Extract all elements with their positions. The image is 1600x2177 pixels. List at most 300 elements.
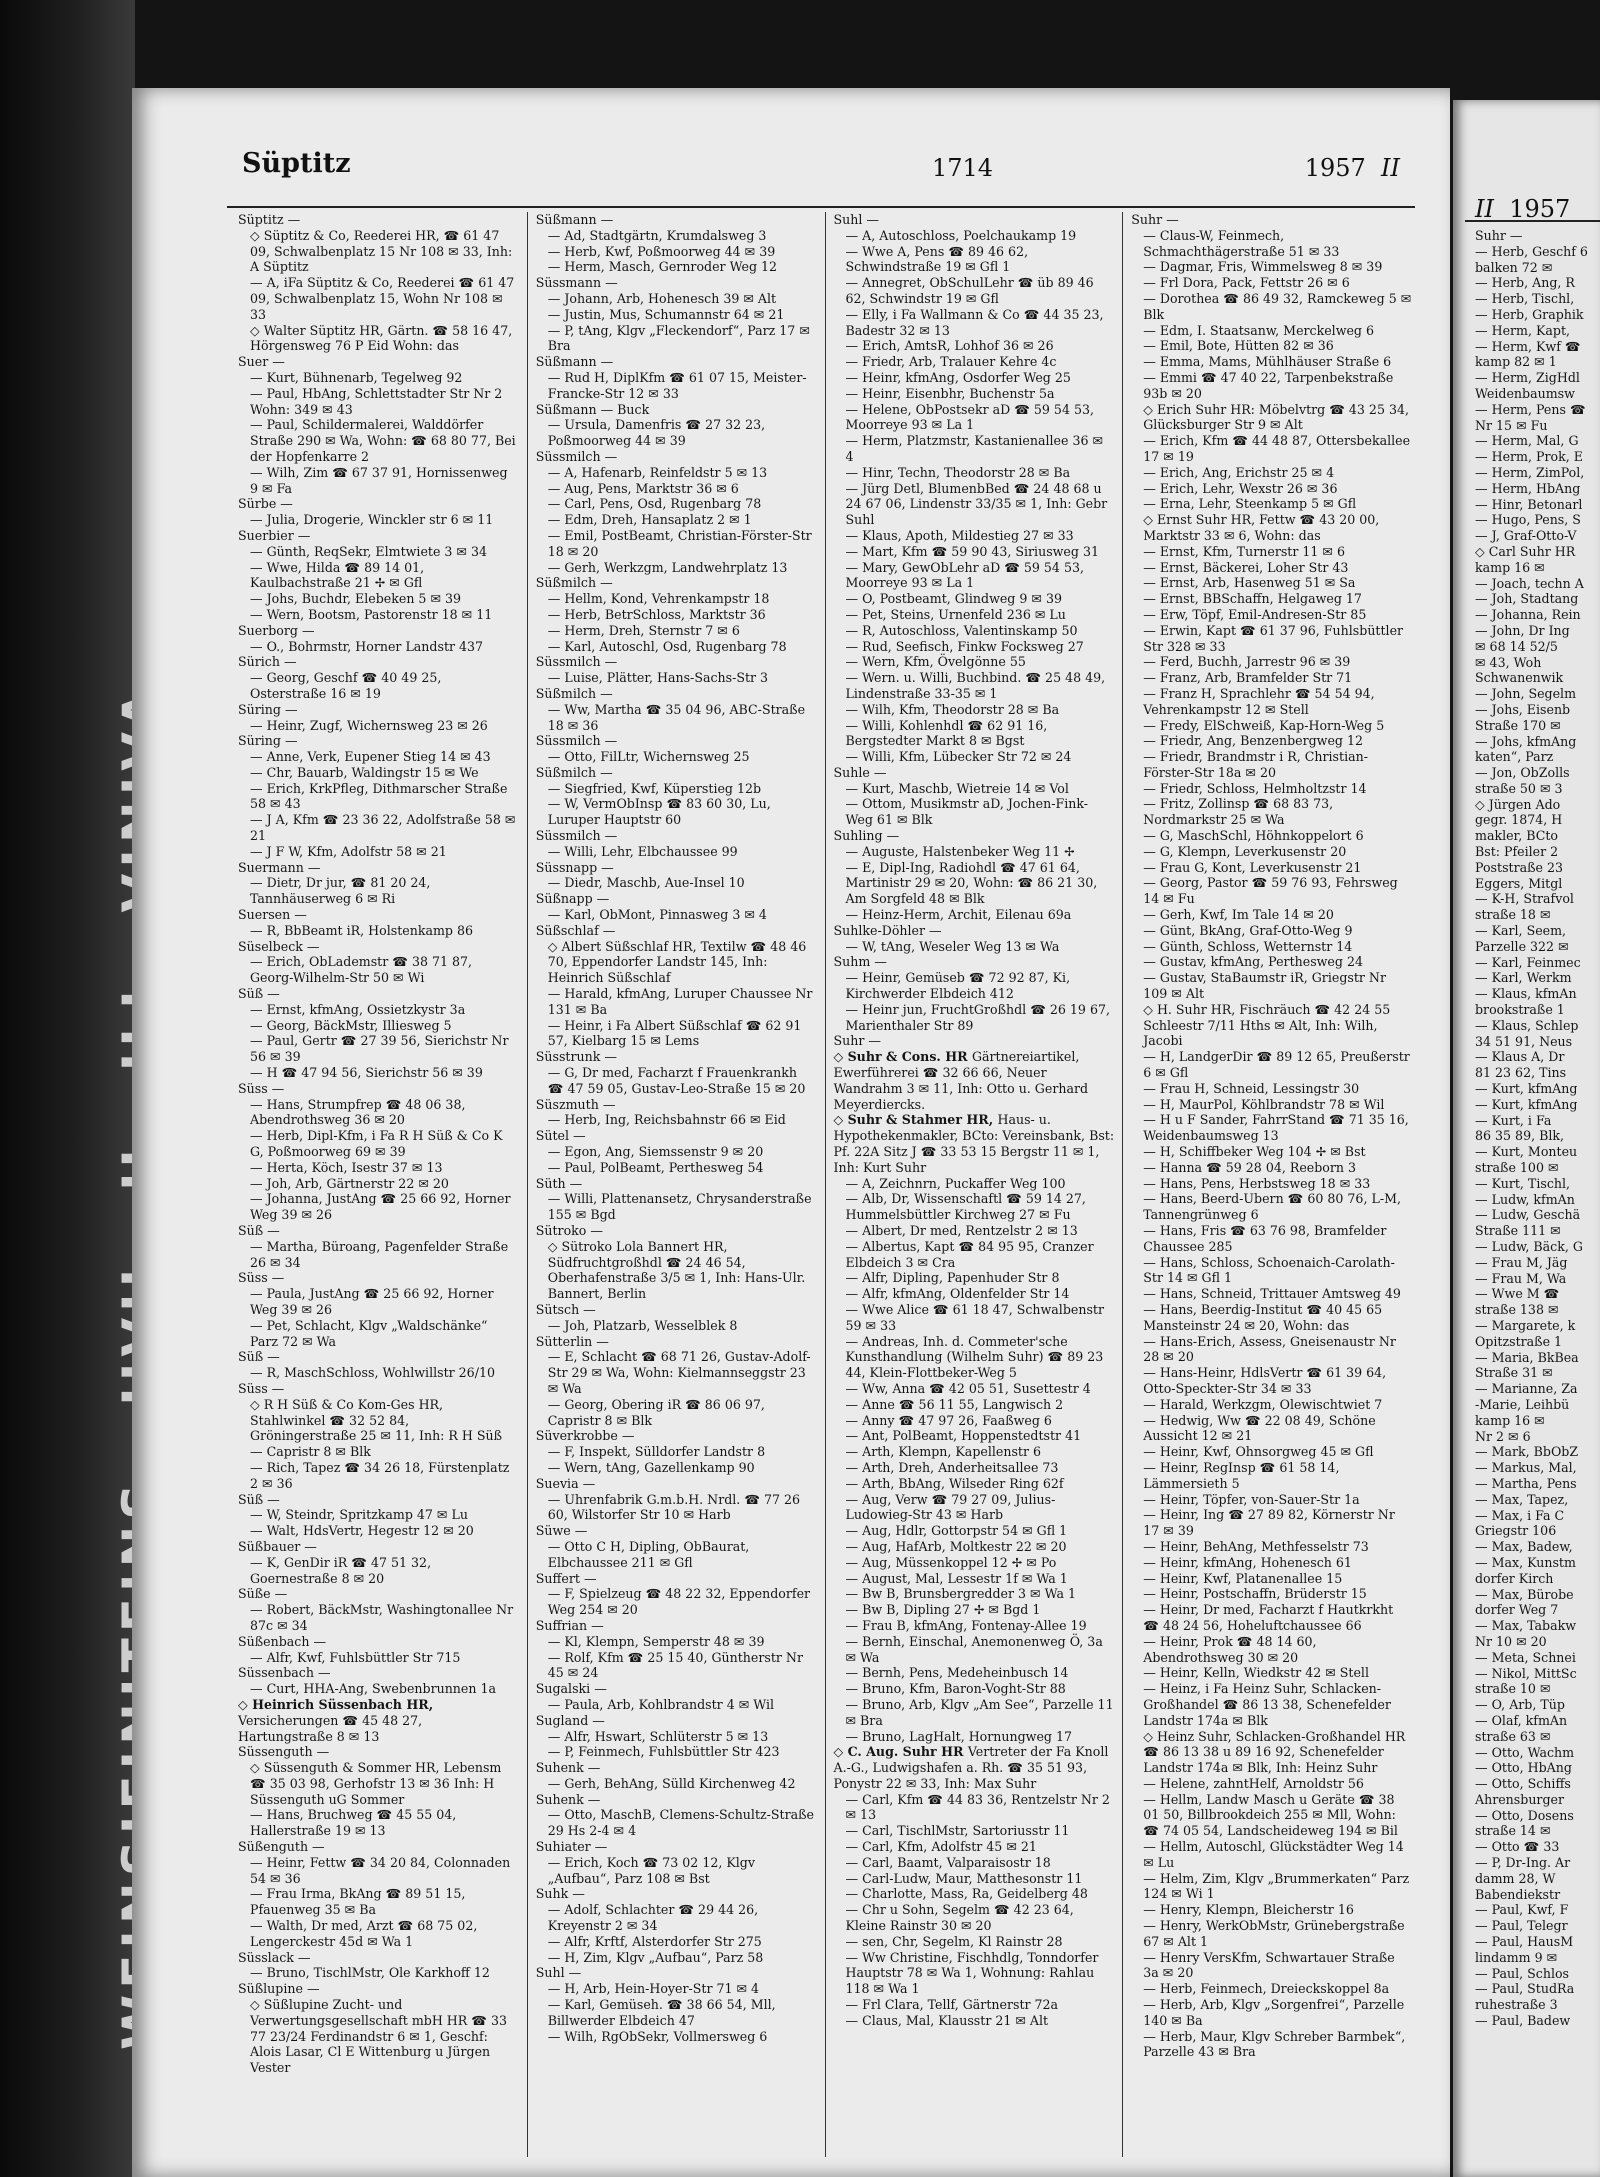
entry-text: — Wwe, Hilda ☎ 89 14 01, Kaulbachstraße 21 ✢ ✉ Gfl	[250, 559, 425, 591]
entry-text: — Willi, Kfm, Lübecker Str 72 ✉ 24	[845, 749, 1072, 765]
entry-text: — Curt, HHA-Ang, Swebenbrunnen 1a	[250, 1681, 497, 1697]
directory-entry	[1131, 844, 1412, 860]
facing-entry: gegr. 1874, H	[1475, 812, 1563, 828]
directory-entry	[536, 228, 817, 244]
directory-entry	[536, 749, 817, 765]
directory-entry	[1131, 591, 1412, 607]
directory-entry	[536, 1444, 817, 1460]
entry-text: — Günt, BkAng, Graf-Otto-Weg 9	[1143, 922, 1353, 938]
facing-entry: — Otto ☎ 33	[1475, 1839, 1560, 1855]
entry-text: — Heinr, Fettw ☎ 34 20 84, Colonnaden 54 ✉ 36	[250, 1854, 511, 1886]
entry-text: ◇ Albert Süßschlaf HR, Textilw ☎ 48 46 70, Eppendorfer Landstr 145, Inh: Heinrich Süßschlaf	[547, 938, 807, 986]
entry-text: — Heinr, Kwf, Platanenallee 15	[1143, 1570, 1343, 1586]
directory-entry	[238, 1855, 519, 1887]
entry-text: — Wilh, RgObSekr, Vollmersweg 6	[547, 2028, 768, 2044]
facing-entry: — Herm, ZimPol,	[1475, 464, 1585, 480]
entry-text: — August, Mal, Lessestr 1f ✉ Wa 1	[845, 1570, 1068, 1586]
entry-text: — H, Zim, Klgv „Aufbau“, Parz 58	[547, 1949, 764, 1965]
directory-entry	[536, 986, 817, 1018]
directory-entry	[1131, 496, 1412, 512]
entry-text: Haus- u. Hypothekenmakler, BCto: Vereinsbank, Bst: Pf. 22A Sitz J ☎ 33 53 15 Bergstr 11 ✉ 1, Inh: Kurt Suhr	[833, 1112, 1115, 1175]
directory-entry	[536, 907, 817, 923]
directory-entry	[238, 1965, 519, 1981]
directory-column-4	[1122, 212, 1420, 2157]
entry-text: — Henry VersKfm, Schwartauer Straße 3a ✉ 20	[1143, 1949, 1395, 1981]
entry-text: — O, Postbeamt, Glindweg 9 ✉ 39	[845, 591, 1062, 607]
facing-entry: Straße 31 ✉	[1475, 1365, 1553, 1381]
entry-text: — Wilh, Zim ☎ 67 37 91, Hornissenweg 9 ✉ Fa	[250, 464, 508, 496]
firm-name: ◇ Heinrich Süssenbach HR,	[238, 1696, 434, 1712]
entry-text: — O., Bohrmstr, Horner Landstr 437	[250, 638, 484, 654]
surname-heading: Süßmann —	[535, 354, 614, 370]
directory-entry	[238, 1997, 519, 2076]
surname-heading: Süssmilch —	[535, 654, 618, 670]
surname-heading: Süßmilch —	[535, 575, 613, 591]
directory-entry	[834, 1855, 1115, 1871]
surname-heading: Suerborg —	[238, 622, 315, 638]
entry-text: ◇ Walter Süptitz HR, Gärtn. ☎ 58 16 47, Hörgensweg 76 P Eid Wohn: das	[250, 322, 513, 354]
facing-entry: — Max, Tapez,	[1475, 1491, 1569, 1507]
entry-text: — Egon, Ang, Siemssenstr 9 ✉ 20	[547, 1144, 764, 1160]
entry-text: ◇ Sütroko Lola Bannert HR, Südfruchtgroßhdl ☎ 24 46 54, Oberhafenstraße 3/5 ✉ 1, Inh: Hans-Ulr. Bannert, Berlin	[547, 1238, 806, 1302]
entry-text: — Georg, Geschf ☎ 40 49 25, Osterstraße 16 ✉ 19	[250, 670, 442, 701]
directory-entry	[1131, 354, 1412, 370]
directory-entry	[238, 1397, 519, 1444]
facing-entry: brookstraße 1	[1475, 1002, 1565, 1018]
surname-heading: Süszmuth —	[535, 1096, 616, 1112]
directory-entry	[238, 1018, 519, 1034]
facing-entry: kamp 82 ✉ 1	[1475, 354, 1557, 370]
facing-page	[1453, 100, 1600, 2177]
entry-text: — A, Zeichnrn, Puckaffer Weg 100	[845, 1175, 1066, 1191]
directory-entry	[834, 1397, 1115, 1413]
facing-entry: Babendiekstr	[1475, 1886, 1561, 1902]
entry-text: — Erich, Ang, Erichstr 25 ✉ 4	[1143, 464, 1335, 480]
directory-entry	[834, 860, 1115, 907]
directory-entry	[536, 1981, 817, 1997]
surname-heading: Süß —	[238, 1223, 280, 1238]
directory-entry	[1131, 1255, 1412, 1287]
entry-text: — Bruno, LagHalt, Hornungweg 17	[845, 1728, 1073, 1744]
entry-text: — Henry, Klempn, Bleicherstr 16	[1143, 1902, 1354, 1918]
directory-entry	[1131, 544, 1412, 560]
directory-entry	[834, 1270, 1115, 1286]
entry-text: ◇ Ernst Suhr HR, Fettw ☎ 43 20 00, Marktstr 33 ✉ 6, Wohn: das	[1143, 512, 1380, 543]
entry-text: — Aug, Müssenkoppel 12 ✢ ✉ Po	[845, 1554, 1057, 1570]
directory-entry	[834, 639, 1115, 655]
facing-entry: Nr 15 ✉ Fu	[1475, 417, 1548, 433]
facing-entry: Ahrensburger	[1475, 1791, 1564, 1807]
facing-entry: balken 72 ✉	[1475, 259, 1553, 275]
facing-entry: — Ludw, kfmAn	[1475, 1191, 1575, 1207]
directory-entry	[1131, 2029, 1412, 2061]
facing-entry: — Ludw, Geschä	[1475, 1207, 1581, 1223]
directory-entry	[834, 244, 1115, 276]
directory-entry	[238, 1444, 519, 1460]
directory-entry	[834, 528, 1115, 544]
directory-entry	[834, 402, 1115, 434]
facing-entry: Nr 2 ✉ 6	[1475, 1428, 1531, 1444]
entry-text: ◇ Erich Suhr HR: Möbelvtrg ☎ 43 25 34, Glücksburger Str 9 ✉ Alt	[1143, 401, 1409, 433]
directory-entry	[834, 1302, 1115, 1334]
entry-text: — Rud, Seefisch, Finkw Focksweg 27	[845, 638, 1084, 654]
entry-text: — E, Dipl-Ing, Radiohdl ☎ 47 61 64, Martinistr 29 ✉ 20, Wohn: ☎ 86 21 30, Am Sorgfeld 48 ✉ Blk	[845, 859, 1098, 907]
facing-entry: — Herm, Kapt,	[1475, 322, 1571, 338]
entry-text: — Aug, HafArb, Moltkestr 22 ✉ 20	[845, 1538, 1067, 1554]
facing-entry: — Max, Kunstm	[1475, 1554, 1576, 1570]
entry-text: — Günth, Schloss, Wetternstr 14	[1143, 938, 1353, 954]
entry-text: — Franz H, Sprachlehr ☎ 54 54 94, Vehrenkampstr 12 ✉ Stell	[1143, 685, 1375, 717]
directory-entry	[834, 1618, 1115, 1634]
directory-entry	[238, 1760, 519, 1807]
entry-text: — Martha, Büroang, Pagenfelder Straße 26 ✉ 34	[250, 1238, 509, 1270]
surname-heading: Süssenguth —	[238, 1744, 330, 1760]
directory-entry	[834, 1586, 1115, 1602]
entry-text: — Ernst, Bäckerei, Loher Str 43	[1143, 559, 1349, 575]
entry-text: — Aug, Verw ☎ 79 27 09, Julius-Ludowieg-Str 43 ✉ Harb	[845, 1491, 1056, 1523]
directory-entry	[238, 1033, 519, 1065]
directory-entry	[834, 781, 1115, 797]
entry-text: — Harald, kfmAng, Luruper Chaussee Nr 131 ✉ Ba	[547, 986, 813, 1017]
facing-entry: — Otto, Wachm	[1475, 1744, 1575, 1760]
entry-text: — Arth, BbAng, Wilseder Ring 62f	[845, 1475, 1064, 1491]
surname-heading: Suhr —	[1131, 212, 1179, 227]
entry-text: — Emil, PostBeamt, Christian-Förster-Str 18 ✉ 20	[547, 527, 812, 559]
directory-entry	[1131, 954, 1412, 970]
entry-text: — R, BbBeamt iR, Holstenkamp 86	[250, 922, 473, 938]
entry-text: — K, GenDir iR ☎ 47 51 32, Goernestraße 8 ✉ 20	[250, 1554, 432, 1586]
directory-entry	[536, 1191, 817, 1223]
facing-entry: straße 10 ✉	[1475, 1681, 1551, 1697]
entry-text: — Bernh, Einschal, Anemonenweg Ö, 3a ✉ Wa	[845, 1633, 1103, 1665]
directory-entry	[536, 1997, 817, 2029]
facing-volume: II	[1475, 195, 1494, 223]
surname-heading: Suffert —	[535, 1570, 597, 1586]
directory-entry	[536, 607, 817, 623]
directory-entry	[834, 1602, 1115, 1618]
entry-text: — Ernst, kfmAng, Ossietzkystr 3a	[250, 1001, 466, 1017]
facing-entry: Straße 170 ✉	[1475, 717, 1561, 733]
entry-text: — Bruno, TischlMstr, Ole Karkhoff 12	[250, 1965, 490, 1981]
directory-entry	[536, 1950, 817, 1966]
directory-entry	[1131, 875, 1412, 907]
entry-text: — Hellm, Kond, Vehrenkampstr 18	[547, 591, 770, 607]
directory-entry	[1131, 1981, 1412, 1997]
facing-entry: dorfer Kirch	[1475, 1570, 1554, 1586]
entry-text: — Heinr, BehAng, Methfesselstr 73	[1143, 1538, 1369, 1554]
directory-entry	[536, 1397, 817, 1429]
entry-text: — Georg, BäckMstr, Illiesweg 5	[250, 1017, 452, 1033]
directory-page	[132, 88, 1450, 2177]
entry-text: — Hellm, Autoschl, Glückstädter Weg 14 ✉ Lu	[1143, 1839, 1404, 1870]
directory-entry	[238, 1160, 519, 1176]
surname-heading: Süßmann —	[535, 212, 614, 227]
directory-entry	[1131, 1413, 1412, 1445]
directory-entry	[536, 639, 817, 655]
facing-page-header	[1475, 195, 1570, 223]
surname-heading: Süße —	[238, 1586, 288, 1602]
entry-text: — Herm, Masch, Gernroder Weg 12	[547, 259, 778, 275]
entry-text: — Hans, Pens, Herbstsweg 18 ✉ 33	[1143, 1175, 1371, 1191]
surname-heading: Süsslack —	[238, 1949, 311, 1965]
directory-entry	[536, 591, 817, 607]
entry-text: — Karl, Autoschl, Osd, Rugenbarg 78	[547, 638, 787, 654]
entry-text: — Gerh, Kwf, Im Tale 14 ✉ 20	[1143, 907, 1334, 923]
directory-entry	[834, 670, 1115, 702]
facing-entry: — Klaus, Schlep	[1475, 1017, 1579, 1033]
entry-text: — Erich, AmtsR, Lohhof 36 ✉ 26	[845, 338, 1054, 354]
directory-entry	[1131, 1602, 1412, 1634]
directory-entry	[1131, 1918, 1412, 1950]
directory-entry	[536, 623, 817, 639]
facing-page-body	[1475, 228, 1600, 2029]
facing-entry: 81 23 62, Tins	[1475, 1065, 1567, 1081]
directory-entry	[834, 560, 1115, 592]
surname-heading: Süßmilch —	[535, 685, 613, 701]
entry-text: — Uhrenfabrik G.m.b.H. Nrdl. ☎ 77 26 60, Wilstorfer Str 10 ✉ Harb	[547, 1491, 801, 1523]
surname-heading: Suhm —	[833, 954, 887, 970]
entry-text: — Klaus, Apoth, Mildestieg 27 ✉ 33	[845, 527, 1074, 543]
entry-text: — Erich, Koch ☎ 73 02 12, Klgv „Aufbau“, Parz 108 ✉ Bst	[547, 1854, 755, 1886]
surname-heading: Sugalski —	[535, 1681, 607, 1697]
facing-entry: kamp 16 ✉	[1475, 559, 1545, 575]
year: 1957	[1304, 154, 1366, 182]
directory-entry	[536, 1729, 817, 1745]
directory-entry	[238, 1650, 519, 1666]
entry-text: — Johann, Arb, Hohenesch 39 ✉ Alt	[547, 290, 777, 306]
entry-text: — Claus, Mal, Klausstr 21 ✉ Alt	[845, 2012, 1049, 2028]
entry-text: — Ferd, Buchh, Jarrestr 96 ✉ 39	[1143, 654, 1351, 670]
directory-entry	[1131, 1776, 1412, 1792]
directory-entry	[834, 844, 1115, 860]
directory-entry	[1131, 481, 1412, 497]
directory-entry	[834, 1839, 1115, 1855]
entry-text: — W, tAng, Weseler Weg 13 ✉ Wa	[845, 938, 1060, 954]
directory-entry	[536, 1634, 817, 1650]
entry-text: — Hans, Fris ☎ 63 76 98, Bramfelder Chaussee 285	[1143, 1223, 1387, 1254]
entry-text: — Georg, Obering iR ☎ 86 06 97, Capristr 8 ✉ Blk	[547, 1396, 765, 1428]
directory-entry	[536, 465, 817, 481]
directory-entry	[536, 1934, 817, 1950]
directory-entry	[238, 954, 519, 986]
directory-entry	[238, 1318, 519, 1350]
facing-entry: — Mark, BbObZ	[1475, 1444, 1579, 1460]
entry-text: — Helene, zahntHelf, Arnoldstr 56	[1143, 1775, 1364, 1791]
entry-text: — H, Schiffbeker Weg 104 ✢ ✉ Bst	[1143, 1144, 1366, 1160]
directory-entry	[834, 1334, 1115, 1381]
facing-entry: — Klaus, kfmAn	[1475, 986, 1577, 1002]
directory-entry	[238, 1602, 519, 1634]
surname-heading: Sürbe —	[238, 496, 293, 512]
directory-entry	[834, 970, 1115, 1002]
entry-text: — Auguste, Halstenbeker Weg 11 ✢	[845, 843, 1075, 859]
facing-entry: — Kurt, Monteu	[1475, 1144, 1578, 1160]
entry-text: — Fredy, ElSchweiß, Kap-Horn-Weg 5	[1143, 717, 1385, 733]
directory-entry	[238, 765, 519, 781]
directory-entry	[238, 1191, 519, 1223]
facing-entry: — Herb, Geschf 6	[1475, 243, 1588, 259]
directory-entry	[834, 433, 1115, 465]
directory-entry	[1131, 828, 1412, 844]
surname-heading: Suer —	[238, 354, 285, 370]
directory-entry	[238, 1886, 519, 1918]
surname-heading: Süßmann — Buck	[535, 401, 650, 417]
directory-entry	[834, 386, 1115, 402]
page-number: 1714	[932, 154, 994, 182]
directory-entry	[238, 560, 519, 592]
entry-text: — Hedwig, Ww ☎ 22 08 49, Schöne Aussicht 12 ✉ 21	[1143, 1412, 1376, 1444]
entry-text: — Bruno, Arb, Klgv „Am See“, Parzelle 11 ✉ Bra	[845, 1696, 1114, 1728]
facing-entry: — P, Dr-Ing. Ar	[1475, 1855, 1571, 1871]
entry-text: — Heinr, Gemüseb ☎ 72 92 87, Ki, Kirchwerder Elbdeich 412	[845, 970, 1071, 1002]
header-rule	[227, 206, 1415, 208]
firm-name: ◇ Suhr & Stahmer HR,	[833, 1112, 998, 1128]
facing-entry: — Marianne, Za	[1475, 1381, 1578, 1397]
surname-heading: Süth —	[535, 1175, 583, 1191]
entry-text: — Mary, GewObLehr aD ☎ 59 54 53, Moorreye 93 ✉ La 1	[845, 559, 1084, 591]
directory-entry	[834, 1681, 1115, 1697]
entry-text: — Joh, Arb, Gärtnerstr 22 ✉ 20	[250, 1175, 449, 1191]
directory-entry	[238, 544, 519, 560]
entry-text: — Karl, Gemüseh. ☎ 38 66 54, Mll, Billwerder Elbdeich 47	[547, 1997, 776, 2028]
entry-text: — Joh, Platzarb, Wesselblek 8	[547, 1317, 738, 1333]
facing-entry: — Kurt, kfmAng	[1475, 1096, 1578, 1112]
directory-entry	[1131, 1950, 1412, 1982]
surname-heading: Süsstrunk —	[535, 1049, 617, 1065]
running-head-year	[1305, 154, 1400, 182]
entry-text: ◇ Süptitz & Co, Reederei HR, ☎ 61 47 09, Schwalbenplatz 15 Nr 108 ✉ 33, Inh: A Süptitz	[250, 227, 513, 275]
directory-entry	[238, 1681, 519, 1697]
entry-text: — H, LandgerDir ☎ 89 12 65, Preußerstr 6 ✉ Gfl	[1143, 1049, 1410, 1081]
book-spine	[0, 0, 135, 2177]
entry-text: — R, Autoschloss, Valentinskamp 50	[845, 622, 1078, 638]
directory-entry	[238, 875, 519, 907]
entry-text: — Wern, Kfm, Övelgönne 55	[845, 654, 1026, 670]
directory-entry	[834, 1902, 1115, 1934]
entry-text: — Frl Clara, Tellf, Gärtnerstr 72a	[845, 1997, 1059, 2013]
directory-entry	[1131, 259, 1412, 275]
entry-text: — Herta, Köch, Isestr 37 ✉ 13	[250, 1159, 443, 1175]
directory-entry	[536, 1650, 817, 1682]
directory-entry	[536, 307, 817, 323]
directory-column-1	[230, 212, 527, 2157]
entry-text: — Hans-Heinr, HdlsVertr ☎ 61 39 64, Otto-Speckter-Str 34 ✉ 33	[1143, 1365, 1387, 1396]
directory-entry	[238, 1002, 519, 1018]
directory-entry	[1131, 1334, 1412, 1366]
facing-entry: — Max, Tabakw	[1475, 1618, 1577, 1634]
entry-text: — Walth, Dr med, Arzt ☎ 68 75 02, Lengerckestr 45d ✉ Wa 1	[250, 1918, 478, 1949]
directory-entry	[1131, 228, 1412, 260]
surname-heading: Süß —	[238, 986, 280, 1002]
facing-entry: — Max, Bürobe	[1475, 1586, 1574, 1602]
entry-text: — Heinr, kfmAng, Hohenesch 61	[1143, 1554, 1352, 1570]
facing-entry: 86 35 89, Blk,	[1475, 1128, 1565, 1144]
facing-entry: — John, Segelm	[1475, 686, 1577, 702]
directory-entry	[238, 1807, 519, 1839]
entry-text: — Heinr, Ing ☎ 27 89 82, Körnerstr Nr 17 ✉ 39	[1143, 1507, 1395, 1539]
entry-text: — Hans, Beerdig-Institut ☎ 40 45 65 Mansteinstr 24 ✉ 20, Wohn: das	[1143, 1301, 1383, 1333]
entry-text: — Albert, Dr med, Rentzelstr 2 ✉ 13	[845, 1223, 1078, 1238]
entry-text: — Herb, Dipl-Kfm, i Fa R H Süß & Co K G, Poßmoorweg 69 ✉ 39	[250, 1128, 503, 1160]
facing-entry: Suhr —	[1475, 228, 1523, 243]
directory-entry	[834, 1176, 1115, 1192]
facing-entry: — Kurt, i Fa	[1475, 1112, 1552, 1128]
facing-entry: — Paul, Telegr	[1475, 1918, 1568, 1934]
entry-text: — P, tAng, Klgv „Fleckendorf“, Parz 17 ✉ Bra	[547, 322, 810, 354]
surname-heading: Süßnapp —	[535, 891, 610, 907]
facing-entry: Bst: Pfeiler 2	[1475, 844, 1559, 860]
directory-entry	[536, 781, 817, 797]
entry-text: — Alb, Dr, Wissenschaftl ☎ 59 14 27, Hummelsbüttler Kirchweg 27 ✉ Fu	[845, 1191, 1086, 1223]
directory-entry	[834, 907, 1115, 923]
directory-entry	[1131, 1792, 1412, 1839]
directory-entry	[536, 2029, 817, 2045]
directory-entry	[834, 1744, 1115, 1791]
entry-text: — Mart, Kfm ☎ 59 90 43, Siriusweg 31	[845, 543, 1099, 559]
directory-entry	[536, 939, 817, 986]
surname-heading: Süßenguth —	[238, 1839, 325, 1855]
directory-entry	[1131, 1902, 1412, 1918]
surname-heading: Suhl —	[535, 1965, 582, 1981]
entry-text: — Anne ☎ 56 11 55, Langwisch 2	[845, 1396, 1064, 1412]
directory-entry	[834, 623, 1115, 639]
facing-entry: katen“, Parz	[1475, 749, 1554, 765]
directory-entry	[536, 323, 817, 355]
facing-year: 1957	[1509, 195, 1571, 223]
entry-text: — Heinr, i Fa Albert Süßschlaf ☎ 62 91 57, Kielbarg 15 ✉ Lems	[547, 1017, 802, 1049]
facing-entry: lindamm 9 ✉	[1475, 1949, 1558, 1965]
entry-text: — Willi, Lehr, Elbchaussee 99	[547, 843, 738, 859]
directory-entry	[536, 1349, 817, 1396]
directory-entry	[238, 591, 519, 607]
facing-entry: — K-H, Strafvol	[1475, 891, 1574, 907]
page-header	[242, 148, 1410, 198]
entry-text: — Aug, Hdlr, Gottorpstr 54 ✉ Gfl 1	[845, 1523, 1068, 1539]
entry-text: — Otto, FilLtr, Wichernsweg 25	[547, 749, 750, 765]
directory-entry	[834, 607, 1115, 623]
directory-entry	[536, 796, 817, 828]
directory-entry	[238, 923, 519, 939]
entry-text: — Heinr, RegInsp ☎ 61 58 14, Lämmersieth 5	[1143, 1459, 1340, 1491]
entry-text: — Capristr 8 ✉ Blk	[250, 1444, 371, 1460]
directory-entry	[536, 1065, 817, 1097]
entry-text: — H, Arb, Hein-Hoyer-Str 71 ✉ 4	[547, 1981, 760, 1997]
entry-text: — Claus-W, Feinmech, Schmachthägerstraße 51 ✉ 33	[1143, 227, 1340, 259]
surname-heading: Süssmilch —	[535, 733, 618, 749]
facing-entry: — Herb, Ang, R	[1475, 275, 1575, 291]
surname-heading: Süßbauer —	[238, 1538, 317, 1554]
entry-text: — Wilh, Kfm, Theodorstr 28 ✉ Ba	[845, 701, 1060, 717]
entry-text: — Herb, Ing, Reichsbahnstr 66 ✉ Eid	[547, 1112, 786, 1128]
entry-text: — Paula, JustAng ☎ 25 66 92, Horner Weg 39 ✉ 26	[250, 1286, 494, 1317]
entry-text: — J F W, Kfm, Adolfstr 58 ✉ 21	[250, 843, 447, 859]
entry-text: — Gerh, Werkzgm, Landwehrplatz 13	[547, 559, 788, 575]
directory-entry	[834, 1665, 1115, 1681]
surname-heading: Sütsch —	[535, 1301, 596, 1317]
entry-text: — Hans, Strumpfrep ☎ 48 06 38, Abendrothsweg 36 ✉ 20	[250, 1096, 466, 1128]
surname-heading: Süss —	[238, 1080, 285, 1096]
directory-entry	[1131, 291, 1412, 323]
running-head-title: Süptitz	[242, 148, 351, 179]
directory-entry	[536, 1492, 817, 1524]
directory-entry	[536, 481, 817, 497]
entry-text: — sen, Chr, Segelm, Kl Rainstr 28	[845, 1933, 1063, 1949]
facing-entry: kamp 16 ✉	[1475, 1412, 1545, 1428]
directory-entry	[834, 2013, 1115, 2029]
entry-text: — Helene, ObPostsekr aD ☎ 59 54 53, Moorreye 93 ✉ La 1	[845, 401, 1094, 433]
facing-entry: straße 138 ✉	[1475, 1302, 1559, 1318]
entry-text: — Edm, Dreh, Hansaplatz 2 ✉ 1	[547, 512, 752, 528]
